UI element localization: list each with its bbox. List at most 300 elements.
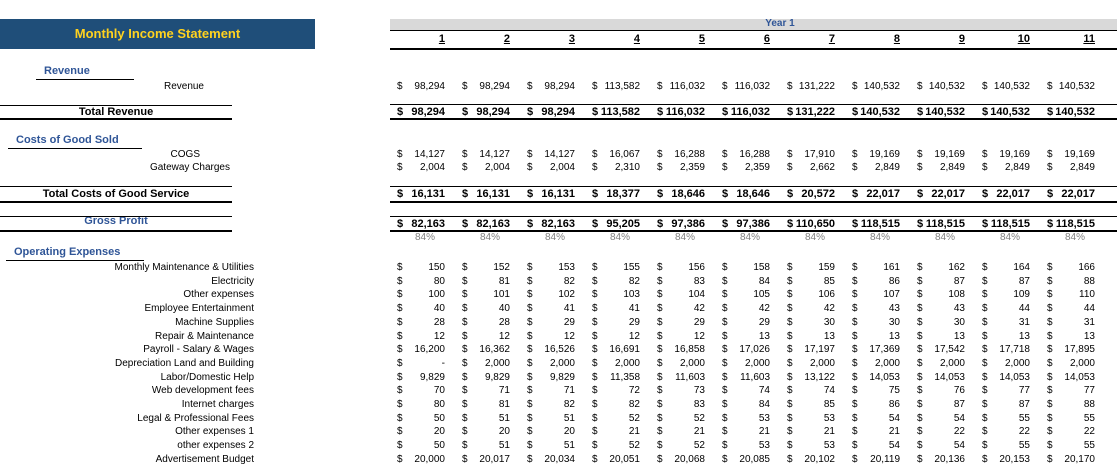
opex-row-value: 20,000 <box>414 454 445 465</box>
currency-sign: $ <box>1047 149 1053 160</box>
opex-row-value: 2,000 <box>679 358 705 369</box>
currency-sign: $ <box>852 262 858 273</box>
opex-row-value: 11,358 <box>610 372 640 383</box>
section-underline <box>6 260 144 261</box>
gross-margin-percent: 84% <box>674 232 695 243</box>
opex-row-value: 12 <box>498 331 510 342</box>
opex-row-label: Monthly Maintenance & Utilities <box>114 262 254 273</box>
opex-row-value: 21 <box>888 426 900 437</box>
opex-row-value: 44 <box>1083 303 1095 314</box>
currency-sign: $ <box>1047 289 1053 300</box>
currency-sign: $ <box>527 106 534 118</box>
opex-row-value: 41 <box>563 303 575 314</box>
currency-sign: $ <box>657 81 663 92</box>
currency-sign: $ <box>527 162 533 173</box>
currency-sign: $ <box>982 454 988 465</box>
currency-sign: $ <box>852 426 858 437</box>
currency-sign: $ <box>852 344 858 355</box>
opex-row-value: 156 <box>688 262 705 273</box>
currency-sign: $ <box>592 81 598 92</box>
currency-sign: $ <box>592 385 598 396</box>
currency-sign: $ <box>852 372 858 383</box>
section-revenue: Revenue <box>44 65 90 77</box>
opex-row-value: 77 <box>1018 385 1030 396</box>
currency-sign: $ <box>1047 358 1053 369</box>
row-value: 19,169 <box>999 149 1030 160</box>
row-value: 97,386 <box>736 218 770 230</box>
currency-sign: $ <box>1047 303 1053 314</box>
row-value: 2,849 <box>874 162 900 173</box>
opex-row-label: Labor/Domestic Help <box>160 372 254 383</box>
opex-row-value: 31 <box>1083 317 1095 328</box>
opex-row-value: 14,053 <box>1064 372 1095 383</box>
currency-sign: $ <box>917 385 923 396</box>
opex-row-value: 71 <box>563 385 575 396</box>
opex-row-value: 73 <box>693 385 705 396</box>
opex-row-value: 17,718 <box>999 344 1030 355</box>
opex-row-value: 30 <box>953 317 965 328</box>
currency-sign: $ <box>722 399 728 410</box>
opex-row-value: 12 <box>433 331 445 342</box>
row-value: 14,127 <box>479 149 510 160</box>
row-value: 2,310 <box>614 162 640 173</box>
currency-sign: $ <box>917 413 923 424</box>
opex-row-value: 74 <box>823 385 835 396</box>
opex-row-value: 12 <box>628 331 640 342</box>
opex-row-value: 87 <box>1018 399 1030 410</box>
currency-sign: $ <box>592 344 598 355</box>
currency-sign: $ <box>982 331 988 342</box>
currency-sign: $ <box>527 276 533 287</box>
opex-row-value: 161 <box>883 262 900 273</box>
opex-row-value: 29 <box>758 317 770 328</box>
opex-row-value: 29 <box>563 317 575 328</box>
currency-sign: $ <box>982 413 988 424</box>
opex-row-value: 2,000 <box>1069 358 1095 369</box>
opex-row-value: 30 <box>823 317 835 328</box>
currency-sign: $ <box>462 331 468 342</box>
opex-row-value: 2,000 <box>549 358 575 369</box>
currency-sign: $ <box>462 399 468 410</box>
currency-sign: $ <box>592 149 598 160</box>
currency-sign: $ <box>982 344 988 355</box>
opex-row-value: 82 <box>628 276 640 287</box>
row-value: 116,032 <box>665 106 705 118</box>
currency-sign: $ <box>917 454 923 465</box>
month-header: 1 <box>438 33 445 45</box>
row-value: 98,294 <box>541 106 575 118</box>
opex-row-label: other expenses 2 <box>177 440 254 451</box>
currency-sign: $ <box>657 385 663 396</box>
opex-row-value: 88 <box>1083 276 1095 287</box>
currency-sign: $ <box>852 106 859 118</box>
opex-row-value: 16,858 <box>674 344 705 355</box>
currency-sign: $ <box>397 188 404 200</box>
opex-row-value: 13 <box>888 331 900 342</box>
currency-sign: $ <box>1047 262 1053 273</box>
row-value: 116,032 <box>730 106 770 118</box>
currency-sign: $ <box>462 276 468 287</box>
currency-sign: $ <box>657 317 663 328</box>
opex-row-value: 87 <box>953 399 965 410</box>
currency-sign: $ <box>657 218 664 230</box>
row-value: 98,294 <box>414 81 445 92</box>
page-title: Monthly Income Statement <box>74 26 241 41</box>
row-divider <box>0 230 232 232</box>
currency-sign: $ <box>1047 413 1053 424</box>
currency-sign: $ <box>787 413 793 424</box>
opex-row-label: Advertisement Budget <box>155 454 254 465</box>
row-value: 140,532 <box>1058 81 1095 92</box>
currency-sign: $ <box>592 317 598 328</box>
opex-row-value: 84 <box>758 399 770 410</box>
row-label: COGS <box>170 149 200 160</box>
currency-sign: $ <box>982 358 988 369</box>
opex-row-value: 14,053 <box>934 372 965 383</box>
opex-row-value: 82 <box>628 399 640 410</box>
opex-row-value: 21 <box>823 426 835 437</box>
currency-sign: $ <box>592 440 598 451</box>
gross-margin-percent: 84% <box>999 232 1020 243</box>
gross-margin-percent: 84% <box>544 232 565 243</box>
row-value: 95,205 <box>606 218 640 230</box>
opex-row-value: 2,000 <box>744 358 770 369</box>
row-value: 118,515 <box>1055 218 1095 230</box>
month-header: 2 <box>503 33 510 45</box>
row-value: 22,017 <box>1061 188 1095 200</box>
opex-row-value: 40 <box>433 303 445 314</box>
row-value: 116,032 <box>669 81 705 92</box>
currency-sign: $ <box>917 218 924 230</box>
currency-sign: $ <box>722 106 729 118</box>
row-value: 16,288 <box>674 149 705 160</box>
opex-row-value: 20 <box>498 426 510 437</box>
currency-sign: $ <box>852 317 858 328</box>
currency-sign: $ <box>657 331 663 342</box>
currency-sign: $ <box>787 303 793 314</box>
currency-sign: $ <box>527 454 533 465</box>
currency-sign: $ <box>852 81 858 92</box>
total-bottom-line <box>390 201 1117 203</box>
currency-sign: $ <box>592 413 598 424</box>
row-divider <box>0 216 232 217</box>
opex-row-value: 20 <box>563 426 575 437</box>
row-value: 2,004 <box>484 162 510 173</box>
currency-sign: $ <box>1047 276 1053 287</box>
opex-row-value: 164 <box>1013 262 1030 273</box>
opex-row-value: 14,053 <box>999 372 1030 383</box>
opex-row-value: 52 <box>693 413 705 424</box>
opex-row-value: 41 <box>628 303 640 314</box>
total-top-line <box>390 186 1117 187</box>
opex-row-value: 20 <box>433 426 445 437</box>
currency-sign: $ <box>852 218 859 230</box>
opex-row-value: 74 <box>758 385 770 396</box>
opex-row-value: - <box>441 358 445 369</box>
opex-row-value: 42 <box>693 303 705 314</box>
opex-row-value: 13,122 <box>804 372 835 383</box>
currency-sign: $ <box>1047 106 1054 118</box>
currency-sign: $ <box>657 289 663 300</box>
opex-row-value: 54 <box>953 440 965 451</box>
currency-sign: $ <box>527 81 533 92</box>
opex-row-value: 13 <box>1018 331 1030 342</box>
currency-sign: $ <box>397 262 403 273</box>
opex-row-value: 100 <box>428 289 445 300</box>
currency-sign: $ <box>397 426 403 437</box>
currency-sign: $ <box>462 385 468 396</box>
currency-sign: $ <box>657 440 663 451</box>
currency-sign: $ <box>657 426 663 437</box>
currency-sign: $ <box>787 276 793 287</box>
opex-row-value: 108 <box>948 289 965 300</box>
currency-sign: $ <box>917 372 923 383</box>
row-value: 140,532 <box>990 106 1030 118</box>
row-label: Total Costs of Good Service <box>42 188 190 200</box>
opex-row-value: 21 <box>693 426 705 437</box>
opex-row-value: 82 <box>563 276 575 287</box>
opex-row-value: 20,102 <box>804 454 835 465</box>
opex-row-value: 109 <box>1013 289 1030 300</box>
currency-sign: $ <box>917 289 923 300</box>
opex-row-value: 31 <box>1018 317 1030 328</box>
opex-row-label: Machine Supplies <box>175 317 254 328</box>
currency-sign: $ <box>462 289 468 300</box>
gross-margin-percent: 84% <box>479 232 500 243</box>
row-value: 14,127 <box>414 149 445 160</box>
opex-row-value: 82 <box>563 399 575 410</box>
currency-sign: $ <box>917 162 923 173</box>
currency-sign: $ <box>592 218 599 230</box>
currency-sign: $ <box>852 149 858 160</box>
row-value: 140,532 <box>993 81 1030 92</box>
opex-row-value: 2,000 <box>939 358 965 369</box>
row-value: 98,294 <box>476 106 510 118</box>
currency-sign: $ <box>722 440 728 451</box>
row-value: 2,359 <box>744 162 770 173</box>
opex-row-value: 20,136 <box>934 454 965 465</box>
opex-row-value: 2,000 <box>1004 358 1030 369</box>
currency-sign: $ <box>1047 399 1053 410</box>
currency-sign: $ <box>462 317 468 328</box>
currency-sign: $ <box>982 385 988 396</box>
currency-sign: $ <box>462 440 468 451</box>
year-label: Year 1 <box>765 18 795 29</box>
row-divider <box>0 201 232 203</box>
currency-sign: $ <box>462 149 468 160</box>
opex-row-value: 20,119 <box>870 454 900 465</box>
row-value: 16,131 <box>476 188 510 200</box>
row-value: 113,582 <box>604 81 640 92</box>
currency-sign: $ <box>592 289 598 300</box>
total-bottom-line <box>390 118 1117 120</box>
gross-margin-percent: 84% <box>739 232 760 243</box>
opex-row-value: 42 <box>758 303 770 314</box>
section-gross-profit: Gross Profit <box>84 215 148 227</box>
currency-sign: $ <box>462 344 468 355</box>
opex-row-value: 2,000 <box>614 358 640 369</box>
currency-sign: $ <box>657 162 663 173</box>
section-underline <box>36 79 134 80</box>
row-value: 19,169 <box>934 149 965 160</box>
opex-row-value: 44 <box>1018 303 1030 314</box>
opex-row-value: 9,829 <box>484 372 510 383</box>
currency-sign: $ <box>982 426 988 437</box>
currency-sign: $ <box>917 440 923 451</box>
currency-sign: $ <box>787 262 793 273</box>
opex-row-value: 50 <box>433 440 445 451</box>
row-value: 16,288 <box>739 149 770 160</box>
opex-row-value: 16,200 <box>414 344 445 355</box>
opex-row-value: 43 <box>888 303 900 314</box>
currency-sign: $ <box>592 399 598 410</box>
opex-row-value: 21 <box>628 426 640 437</box>
opex-row-value: 51 <box>498 413 510 424</box>
opex-row-value: 20,170 <box>1064 454 1095 465</box>
row-value: 22,017 <box>996 188 1030 200</box>
currency-sign: $ <box>982 106 989 118</box>
opex-row-value: 9,829 <box>549 372 575 383</box>
opex-row-value: 17,895 <box>1064 344 1095 355</box>
opex-row-value: 2,000 <box>484 358 510 369</box>
gross-margin-percent: 84% <box>869 232 890 243</box>
currency-sign: $ <box>462 81 468 92</box>
currency-sign: $ <box>1047 331 1053 342</box>
month-header: 6 <box>763 33 770 45</box>
currency-sign: $ <box>527 344 533 355</box>
opex-row-value: 102 <box>558 289 575 300</box>
currency-sign: $ <box>852 385 858 396</box>
currency-sign: $ <box>592 303 598 314</box>
currency-sign: $ <box>917 358 923 369</box>
currency-sign: $ <box>592 276 598 287</box>
opex-row-value: 158 <box>753 262 770 273</box>
opex-row-value: 50 <box>433 413 445 424</box>
total-top-line <box>390 216 1117 217</box>
opex-row-value: 77 <box>1083 385 1095 396</box>
opex-row-value: 106 <box>818 289 835 300</box>
row-value: 118,515 <box>990 218 1030 230</box>
opex-row-value: 51 <box>563 413 575 424</box>
currency-sign: $ <box>917 331 923 342</box>
opex-row-value: 153 <box>558 262 575 273</box>
month-header: 5 <box>698 33 705 45</box>
row-value: 17,910 <box>804 149 835 160</box>
currency-sign: $ <box>917 426 923 437</box>
gross-margin-percent: 84% <box>609 232 630 243</box>
currency-sign: $ <box>722 149 728 160</box>
row-value: 2,662 <box>809 162 835 173</box>
opex-row-value: 52 <box>628 440 640 451</box>
currency-sign: $ <box>982 188 989 200</box>
opex-row-value: 87 <box>953 276 965 287</box>
currency-sign: $ <box>657 262 663 273</box>
opex-row-value: 85 <box>823 276 835 287</box>
currency-sign: $ <box>787 81 793 92</box>
row-value: 98,294 <box>479 81 510 92</box>
month-header: 10 <box>1017 33 1030 45</box>
currency-sign: $ <box>917 81 923 92</box>
currency-sign: $ <box>982 289 988 300</box>
row-value: 140,532 <box>925 106 965 118</box>
currency-sign: $ <box>722 372 728 383</box>
opex-row-value: 53 <box>758 413 770 424</box>
opex-row-value: 55 <box>1083 440 1095 451</box>
opex-row-label: Electricity <box>211 276 254 287</box>
currency-sign: $ <box>462 372 468 383</box>
currency-sign: $ <box>527 385 533 396</box>
currency-sign: $ <box>397 106 404 118</box>
currency-sign: $ <box>462 262 468 273</box>
currency-sign: $ <box>657 303 663 314</box>
currency-sign: $ <box>852 399 858 410</box>
currency-sign: $ <box>722 218 729 230</box>
row-value: 82,163 <box>476 218 510 230</box>
currency-sign: $ <box>787 358 793 369</box>
row-value: 97,386 <box>671 218 705 230</box>
currency-sign: $ <box>397 399 403 410</box>
gross-margin-percent: 84% <box>1064 232 1085 243</box>
currency-sign: $ <box>527 149 533 160</box>
row-value: 2,359 <box>679 162 705 173</box>
row-label: Revenue <box>163 81 204 92</box>
row-value: 131,222 <box>798 81 835 92</box>
currency-sign: $ <box>787 289 793 300</box>
currency-sign: $ <box>462 426 468 437</box>
currency-sign: $ <box>527 303 533 314</box>
currency-sign: $ <box>397 454 403 465</box>
opex-row-value: 2,000 <box>874 358 900 369</box>
currency-sign: $ <box>852 331 858 342</box>
currency-sign: $ <box>1047 426 1053 437</box>
opex-row-label: Employee Entertainment <box>144 303 254 314</box>
month-header: 3 <box>568 33 575 45</box>
currency-sign: $ <box>462 358 468 369</box>
currency-sign: $ <box>657 399 663 410</box>
currency-sign: $ <box>592 358 598 369</box>
opex-row-value: 55 <box>1083 413 1095 424</box>
opex-row-value: 22 <box>953 426 965 437</box>
row-value: 98,294 <box>411 106 445 118</box>
currency-sign: $ <box>722 344 728 355</box>
currency-sign: $ <box>722 385 728 396</box>
month-header: 7 <box>828 33 835 45</box>
opex-row-value: 54 <box>888 413 900 424</box>
currency-sign: $ <box>787 317 793 328</box>
row-value: 98,294 <box>544 81 575 92</box>
opex-row-label: Repair & Maintenance <box>155 331 254 342</box>
opex-row-value: 76 <box>953 385 965 396</box>
row-value: 82,163 <box>411 218 445 230</box>
gross-margin-percent: 84% <box>804 232 825 243</box>
currency-sign: $ <box>982 262 988 273</box>
opex-row-value: 155 <box>623 262 640 273</box>
currency-sign: $ <box>982 149 988 160</box>
currency-sign: $ <box>462 162 468 173</box>
opex-row-value: 12 <box>693 331 705 342</box>
currency-sign: $ <box>397 413 403 424</box>
currency-sign: $ <box>397 344 403 355</box>
currency-sign: $ <box>527 372 533 383</box>
currency-sign: $ <box>1047 440 1053 451</box>
currency-sign: $ <box>982 440 988 451</box>
opex-row-value: 107 <box>883 289 900 300</box>
currency-sign: $ <box>1047 372 1053 383</box>
currency-sign: $ <box>462 106 469 118</box>
currency-sign: $ <box>982 218 989 230</box>
total-top-line <box>390 104 1117 105</box>
row-value: 22,017 <box>931 188 965 200</box>
